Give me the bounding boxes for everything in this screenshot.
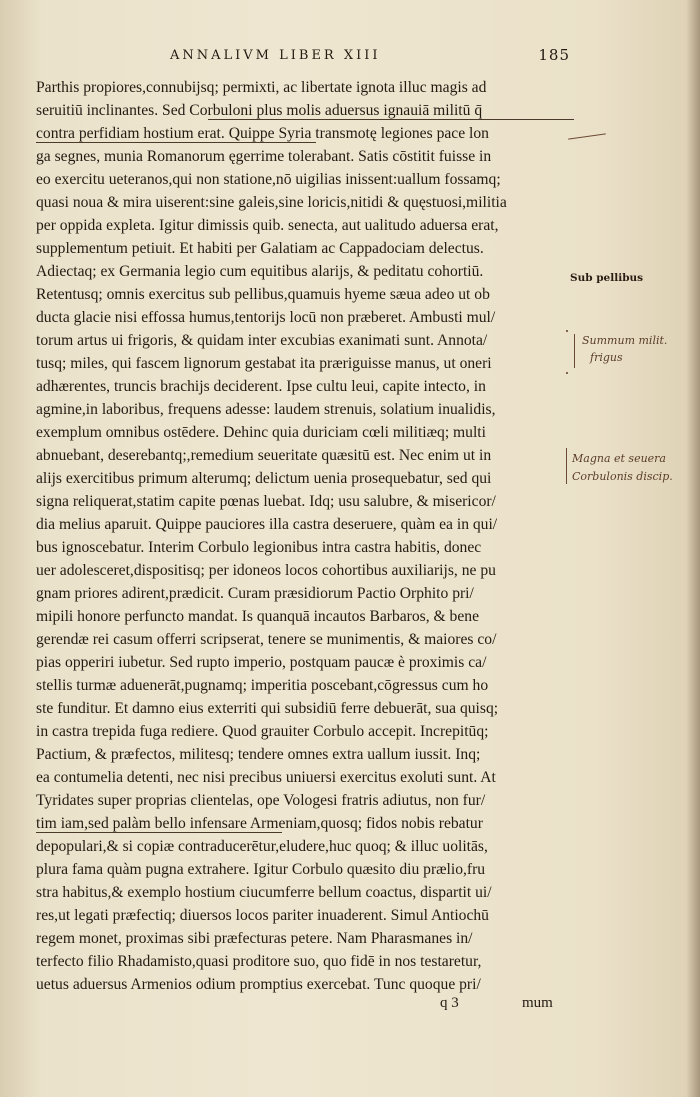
underline-1 xyxy=(208,119,574,120)
text-line: uer adolesceret,dispositisq; per idoneos locos cohortibus auxiliarijs, ne pu xyxy=(36,562,496,579)
text-line: abnuebant, deserebantq;,remedium seueritate quæsitū est. Nec enim ut in xyxy=(36,447,492,464)
underline-2 xyxy=(36,142,316,143)
text-line: exemplum omnibus ostēdere. Dehinc quia duriciam cœli militiæq; multi xyxy=(36,424,486,441)
text-line: ea contumelia detenti, nec nisi precibus uniuersi exercitus exoluti sunt. At xyxy=(36,769,496,786)
text-line: bus ignoscebatur. Interim Corbulo legionibus intra castra habitis, donec xyxy=(36,539,482,556)
text-line: regem monet, proximas sibi præfecturas petere. Nam Pharasmanes in/ xyxy=(36,930,473,947)
text-line: seruitiū inclinantes. Sed Corbuloni plus molis aduersus ignauiā militū q̄ xyxy=(36,102,483,119)
text-line: ste funditur. Et damno eius exterriti qui subsidiū ferre debuerāt, sua quisq; xyxy=(36,700,499,717)
margin-note-magna-line1: Magna et seuera xyxy=(572,452,666,465)
page-number: 185 xyxy=(538,46,570,64)
text-line: ducta glacie nisi effossa humus,tentorijs locū non præberet. Ambusti mul/ xyxy=(36,309,496,326)
signature-mark: q 3 xyxy=(440,995,459,1011)
text-line: per oppida expleta. Igitur dimissis quib. senecta, aut ualitudo aduersa erat, xyxy=(36,217,499,234)
running-title: ANNALIVM LIBER XIII xyxy=(170,48,381,63)
underline-3 xyxy=(36,832,282,833)
catchline xyxy=(440,995,580,1015)
text-line: pias opperiri iubetur. Sed rupto imperio, postquam paucæ è proximis ca/ xyxy=(36,654,487,671)
text-line: Retentusq; omnis exercitus sub pellibus,quamuis hyeme sæua adeo ut ob xyxy=(36,286,490,303)
text-line: contra perfidiam hostium erat. Quippe Syria transmotę legiones pace lon xyxy=(36,125,489,142)
margin-dot-1 xyxy=(566,330,568,332)
text-line: dia melius aparuit. Quippe pauciores illa castra deseruere, quàm ea in qui/ xyxy=(36,516,498,533)
text-line: res,ut legati præfectiq; diuersos locos pariter inuaderent. Simul Antiochū xyxy=(36,907,489,924)
text-line: stra habitus,& exemplo hostium ciucumferre bellum coactus, dispartit ui/ xyxy=(36,884,492,901)
text-line: terfecto filio Rhadamisto,quasi proditore suo, quo fidē in nos testaretur, xyxy=(36,953,482,970)
page-edge-shadow xyxy=(686,0,700,1097)
text-line: tusq; miles, qui fascem lignorum gestabat ita præriguisse manus, ut oneri xyxy=(36,355,492,372)
text-line: in castra trepida fuga rediere. Quod grauiter Corbulo accepit. Increpitūq; xyxy=(36,723,489,740)
text-line: supplementum petiuit. Et habiti per Galatiam ac Cappadociam delectus. xyxy=(36,240,484,257)
text-line: signa reliquerat,statim capite pœnas luebat. Idq; usu salubre, & misericor/ xyxy=(36,493,496,510)
text-line: torum artus ui frigoris, & quidam inter excubias exanimati sunt. Annota/ xyxy=(36,332,488,349)
text-line: Tyridates super proprias clientelas, ope Vologesi fratris adiutus, non fur/ xyxy=(36,792,486,809)
running-header xyxy=(170,48,570,68)
text-line: ga segnes, munia Romanorum ęgerrime tolerabant. Satis cōstitit fuisse in xyxy=(36,148,492,165)
text-line: Parthis propiores,connubijsq; permixti, ac libertate ignota illuc magis ad xyxy=(36,79,487,96)
text-line: Pactium, & præfectos, militesq; tendere omnes extra uallum iussit. Inq; xyxy=(36,746,481,763)
body-text xyxy=(36,76,568,996)
text-line: plura fama quàm pugna extrahere. Igitur Corbulo quæsito diu prælio,fru xyxy=(36,861,486,878)
margin-note-sub-pellibus: Sub pellibus xyxy=(570,272,644,284)
text-line: Adiectaq; ex Germania legio cum equitibus alarijs, & peditatu cohortiū. xyxy=(36,263,484,280)
text-line: gerendæ rei casum offerri scripserat, tenere se munimentis, & maiores co/ xyxy=(36,631,497,648)
margin-note-summum-line1: Summum milit. xyxy=(582,334,668,347)
text-line: depopulari,& si copiæ contraducerētur,eludere,huc quoq; & illuc uolitās, xyxy=(36,838,488,855)
text-line: quasi noua & mira uiserent:sine galeis,sine loricis,nitidi & quęstuosi,militia xyxy=(36,194,507,211)
catchword: mum xyxy=(522,995,553,1011)
text-line: agmine,in laboribus, frequens adesse: laudem strenuis, solatium inualidis, xyxy=(36,401,496,418)
text-line: uetus aduersus Armenios odium promptius exercebat. Tunc quoque pri/ xyxy=(36,976,481,993)
margin-note-magna-line2: Corbulonis discip. xyxy=(572,470,673,483)
text-line: alijs exercitibus primum alterumq; delictum uenia prosequebatur, sed qui xyxy=(36,470,492,487)
margin-stroke xyxy=(568,133,606,139)
margin-dot-2 xyxy=(566,372,568,374)
text-line: eo exercitu ueteranos,qui non statione,nō uigilias inissent:uallum fossamq; xyxy=(36,171,501,188)
text-line: gnam priores adirent,prædicit. Curam præsidiorum Pactio Orphito pri/ xyxy=(36,585,474,602)
text-line: tim iam,sed palàm bello infensare Armeniam,quosq; fidos nobis rebatur xyxy=(36,815,483,832)
text-line: stellis turmæ aduenerāt,pugnamq; imperitia poscebant,cōgressus cum ho xyxy=(36,677,489,694)
text-line: mipili honore perfuncto mandat. Is quanquā incautos Barbaros, & bene xyxy=(36,608,479,625)
margin-note-summum-line2: frigus xyxy=(590,351,623,364)
text-line: adhærentes, truncis brachijs deciderent. Ipse cultu leui, capite intecto, in xyxy=(36,378,486,395)
